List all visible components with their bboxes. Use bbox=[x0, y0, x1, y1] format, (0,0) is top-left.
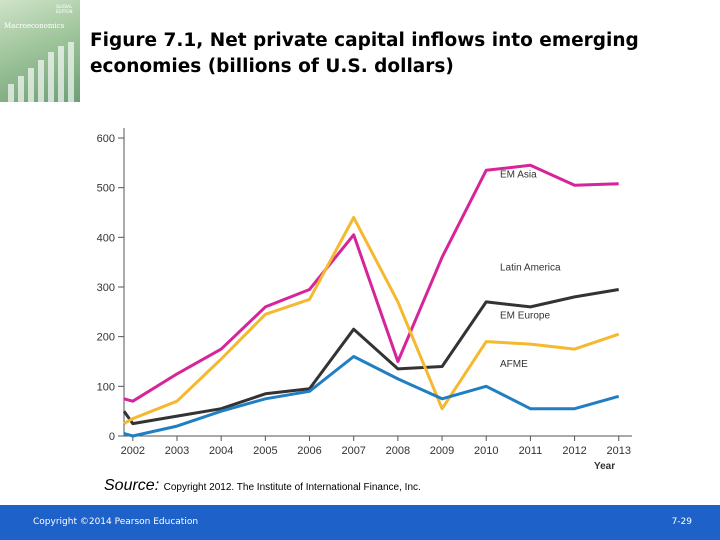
cover-title: Macroeconomics bbox=[4, 22, 65, 30]
y-tick-label: 0 bbox=[108, 431, 115, 443]
x-tick-label: 2011 bbox=[518, 445, 543, 457]
x-axis-label: Year bbox=[594, 461, 616, 472]
x-tick-label: 2013 bbox=[606, 445, 631, 457]
source-label: Source: bbox=[104, 477, 160, 494]
x-tick-label: 2003 bbox=[164, 445, 190, 457]
y-tick-label: 400 bbox=[96, 232, 115, 245]
series-label-em-asia: EM Asia bbox=[500, 169, 537, 181]
cover-edition: GLOBAL EDITION bbox=[56, 4, 73, 14]
y-tick-label: 600 bbox=[96, 133, 115, 145]
y-tick-label: 300 bbox=[96, 282, 115, 294]
series-label-latin-america: Latin America bbox=[500, 262, 561, 274]
y-tick-label: 500 bbox=[96, 182, 115, 195]
x-tick-label: 2012 bbox=[562, 445, 587, 457]
x-tick-label: 2005 bbox=[253, 445, 278, 457]
footer-copyright: Copyright ©2014 Pearson Education bbox=[33, 517, 199, 527]
series-label-em-europe: EM Europe bbox=[500, 310, 551, 322]
source-note bbox=[104, 477, 421, 495]
slide-number: 7-29 bbox=[671, 517, 692, 527]
x-tick-label: 2002 bbox=[120, 445, 146, 457]
x-tick-label: 2010 bbox=[473, 445, 499, 457]
x-tick-label: 2008 bbox=[385, 445, 411, 457]
slide-title: Figure 7.1, Net private capital inflows into emerging economies (billions of U.S. dollars) bbox=[90, 30, 639, 77]
y-tick-label: 100 bbox=[96, 381, 115, 394]
x-tick-label: 2009 bbox=[429, 445, 455, 457]
y-tick-label: 200 bbox=[96, 331, 115, 344]
x-tick-label: 2007 bbox=[341, 445, 366, 457]
x-tick-label: 2006 bbox=[297, 445, 322, 457]
x-tick-label: 2004 bbox=[208, 445, 234, 457]
source-text: Copyright 2012. The Institute of International Finance, Inc. bbox=[163, 482, 421, 493]
series-line-afme bbox=[124, 357, 619, 437]
series-label-afme: AFME bbox=[500, 358, 528, 370]
footer-bar bbox=[0, 505, 720, 540]
